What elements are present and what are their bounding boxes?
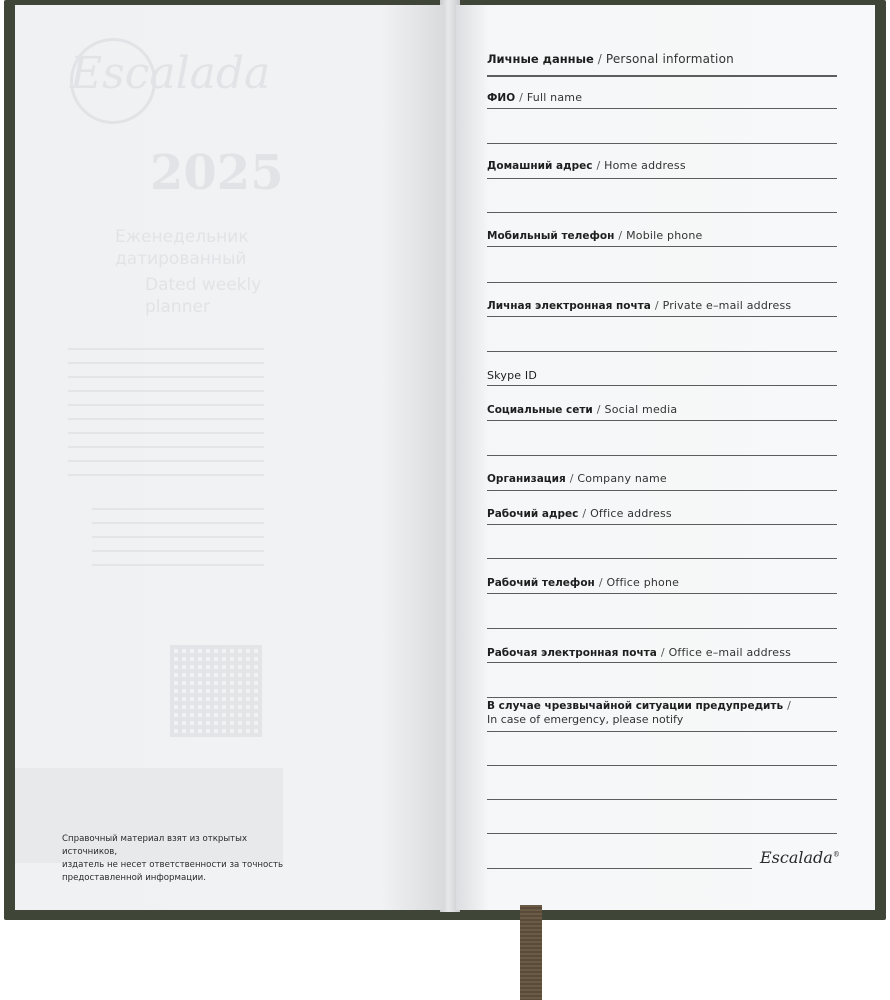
- write-line[interactable]: [487, 108, 837, 109]
- show-through-qr-code: [170, 645, 262, 737]
- disclaimer-line: Справочный материал взят из открытых источников,: [62, 834, 248, 857]
- write-line[interactable]: [487, 799, 837, 800]
- field-label-en: Skype ID: [487, 369, 538, 382]
- separator: /: [618, 229, 623, 242]
- separator: /: [596, 403, 601, 416]
- field-label-en: Office e–mail address: [668, 646, 792, 659]
- write-line[interactable]: [487, 833, 837, 834]
- separator: /: [582, 507, 587, 520]
- write-line[interactable]: [487, 593, 837, 594]
- separator: /: [596, 159, 601, 172]
- show-through-line: датированный: [115, 249, 247, 269]
- separator: /: [787, 699, 791, 712]
- field-label-ru: Рабочий телефон: [487, 577, 595, 589]
- write-line[interactable]: [487, 662, 837, 663]
- write-line[interactable]: [487, 178, 837, 179]
- write-line[interactable]: [487, 385, 837, 386]
- show-through-paragraph: [92, 508, 264, 568]
- field-label-ru: В случае чрезвычайной ситуации предупредить: [487, 700, 784, 712]
- field-label-ru: Домашний адрес: [487, 160, 593, 172]
- field-emergency: [487, 699, 795, 712]
- section-heading-en: Personal information: [605, 52, 734, 66]
- right-page: [456, 5, 875, 910]
- field-label-ru: Мобильный телефон: [487, 230, 615, 242]
- write-line[interactable]: [487, 246, 837, 247]
- field-skype-id: [487, 369, 537, 382]
- write-line[interactable]: [487, 282, 837, 283]
- brand-name: Escalada: [760, 848, 833, 867]
- registered-mark: ®: [832, 850, 840, 859]
- write-line[interactable]: [487, 316, 837, 317]
- write-line[interactable]: [487, 351, 837, 352]
- field-social-media: [487, 403, 677, 416]
- field-mobile-phone: [487, 229, 702, 242]
- section-heading: [487, 52, 837, 77]
- separator: /: [597, 52, 602, 66]
- field-label-en: Mobile phone: [626, 229, 703, 242]
- show-through-logo: Escalada: [70, 48, 271, 99]
- section-heading-ru: Личные данные: [487, 52, 594, 66]
- write-line[interactable]: [487, 490, 837, 491]
- write-line[interactable]: [487, 455, 837, 456]
- field-label-ru: Рабочий адрес: [487, 508, 579, 520]
- write-line[interactable]: [487, 143, 837, 144]
- field-label-ru: Организация: [487, 473, 566, 485]
- show-through-title-ru: [115, 226, 249, 270]
- write-line[interactable]: [487, 628, 837, 629]
- field-office-phone: [487, 576, 679, 589]
- field-label-en: Private e–mail address: [662, 299, 792, 312]
- show-through-line: planner: [145, 297, 210, 317]
- disclaimer-line: предоставленной информации.: [62, 873, 206, 883]
- separator: /: [519, 91, 523, 104]
- show-through-title-en: [145, 274, 261, 318]
- write-line[interactable]: [487, 868, 752, 869]
- field-label-ru: Рабочая электронная почта: [487, 647, 657, 659]
- field-full-name: [487, 91, 582, 104]
- field-label-en: Social media: [604, 403, 678, 416]
- disclaimer-line: издатель не несет ответственности за точность: [62, 860, 284, 870]
- field-label-en: Company name: [577, 472, 667, 485]
- write-line[interactable]: [487, 558, 837, 559]
- field-office-address: [487, 507, 672, 520]
- show-through-line: Еженедельник: [115, 227, 249, 247]
- bookmark-ribbon[interactable]: [520, 905, 542, 1000]
- show-through-line: Dated weekly: [145, 275, 262, 295]
- separator: /: [654, 299, 659, 312]
- field-label-en: In case of emergency, please notify: [487, 713, 684, 726]
- field-label-en: Home address: [604, 159, 686, 172]
- field-label-en: Full name: [526, 91, 583, 104]
- write-line[interactable]: [487, 765, 837, 766]
- field-label-en: Office address: [590, 507, 672, 520]
- field-label-en: Office phone: [606, 576, 680, 589]
- write-line[interactable]: [487, 420, 837, 421]
- write-line[interactable]: [487, 731, 837, 732]
- separator: /: [660, 646, 665, 659]
- show-through-paragraph: [68, 348, 264, 486]
- brand-logo: [760, 848, 840, 867]
- field-label-ru: Социальные сети: [487, 404, 593, 416]
- disclaimer-text: [62, 833, 302, 885]
- show-through-year: 2025: [150, 145, 284, 201]
- separator: /: [569, 472, 574, 485]
- write-line[interactable]: [487, 212, 837, 213]
- field-label-ru: Личная электронная почта: [487, 300, 651, 312]
- field-office-email: [487, 646, 791, 659]
- field-label-ru: ФИО: [487, 92, 516, 104]
- field-company-name: [487, 472, 667, 485]
- separator: /: [598, 576, 603, 589]
- field-home-address: [487, 159, 686, 172]
- write-line[interactable]: [487, 524, 837, 525]
- write-line[interactable]: [487, 697, 837, 698]
- field-private-email: [487, 299, 791, 312]
